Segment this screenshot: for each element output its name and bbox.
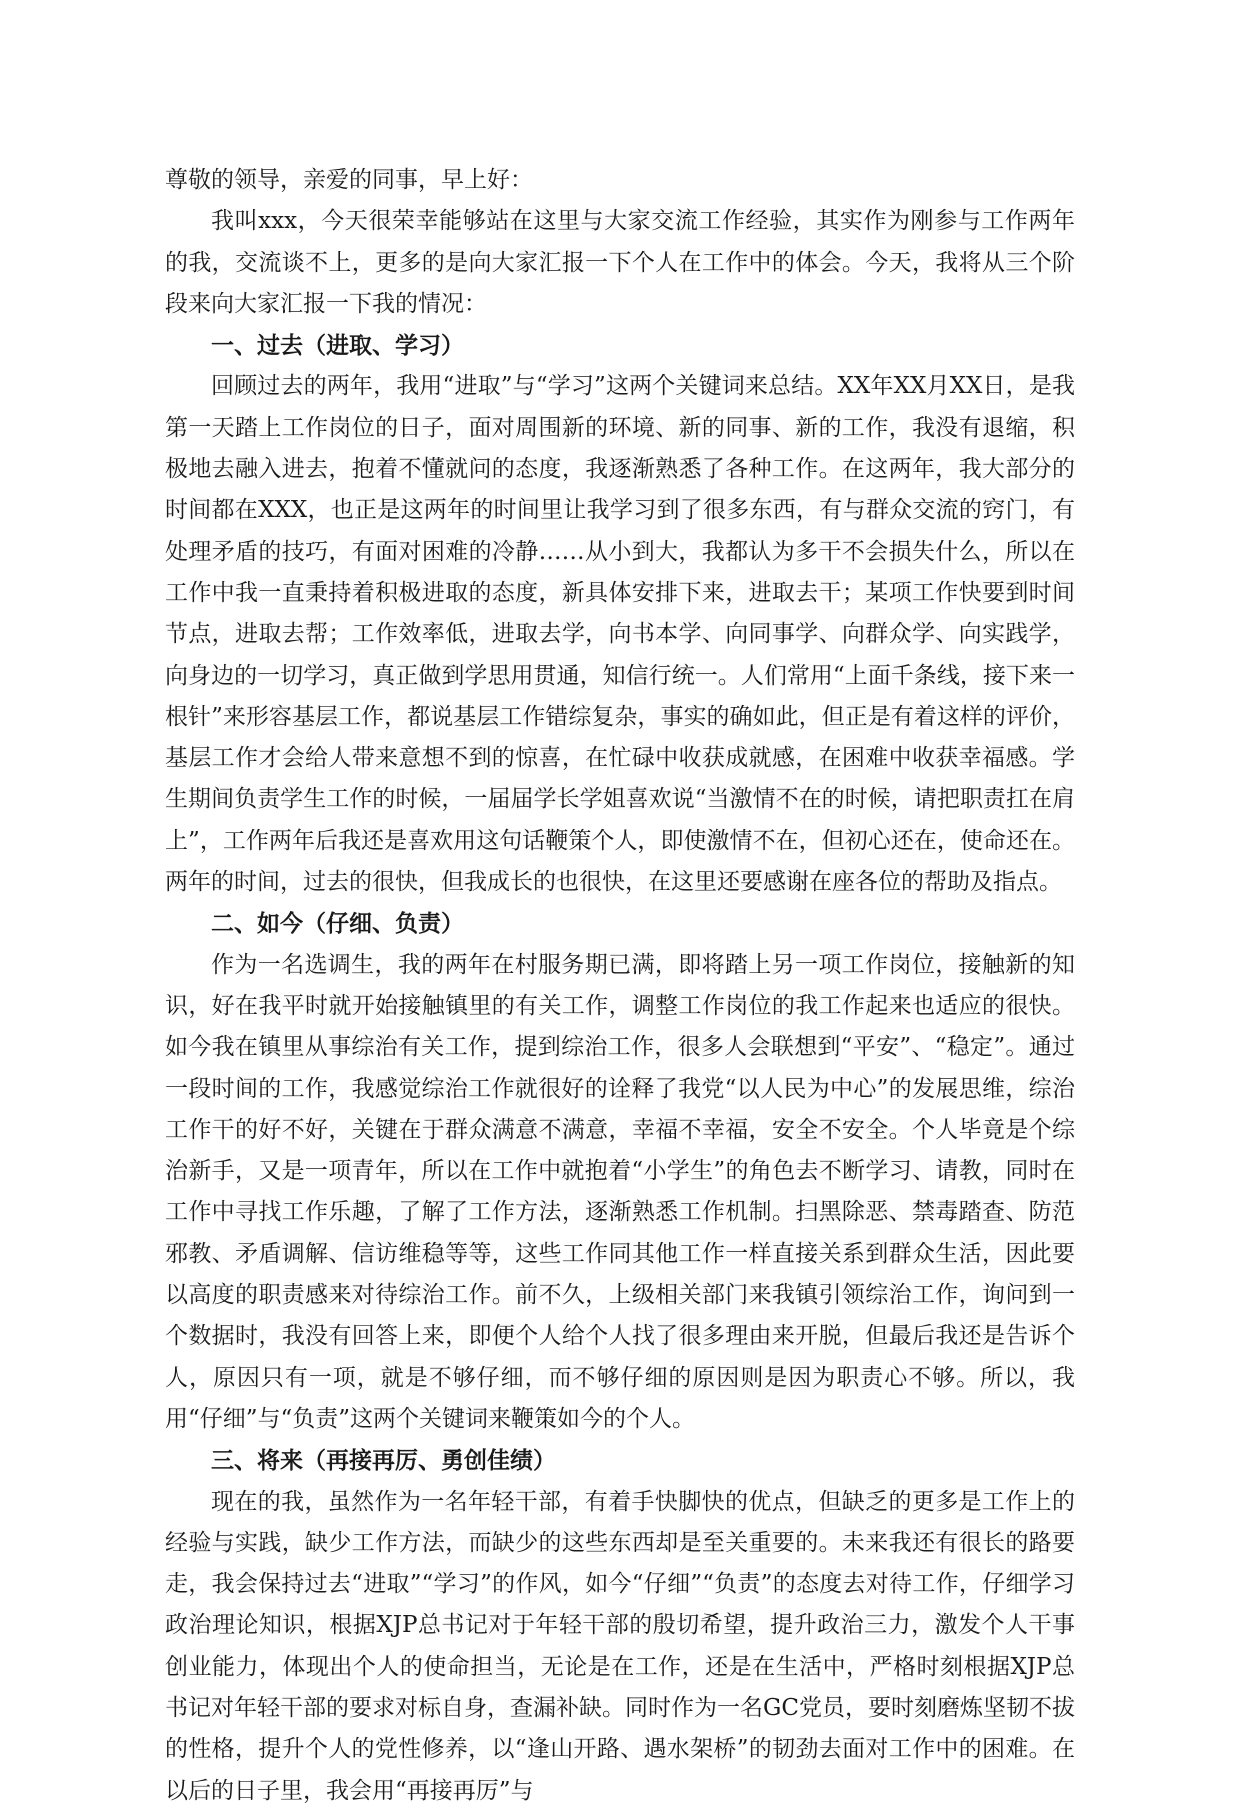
intro-paragraph: 我叫xxx，今天很荣幸能够站在这里与大家交流工作经验，其实作为刚参与工作两年的我，交流谈不上，更多的是向大家汇报一下个人在工作中的体会。今天，我将从三个阶段来向大家汇报一下我的情况： [165,208,1075,317]
section-body-past: 回顾过去的两年，我用“进取”与“学习”这两个关键词来总结。XX年XX月XX日，是我第一天踏上工作岗位的日子，面对周围新的环境、新的同事、新的工作，我没有退缩，积极地去融入进去，抱着不懂就问的态度，我逐渐熟悉了各种工作。在这两年，我大部分的时间都在XXX，也正是这两年的时间里让我学习到了很多东西，有与群众交流的窍门，有处理矛盾的技巧，有面对困难的冷静……从小到大，我都认为多干不会损失什么，所以在工作中我一直秉持着积极进取的态度，新具体安排下来，进取去干；某项工作快要到时间节点，进取去帮；工作效率低，进取去学，向书本学、向同事学、向群众学、向实践学，向身边的一切学习，真正做到学思用贯通，知信行统一。人们常用“上面千条线，接下来一根针”来形容基层工作，都说基层工作错综复杂，事实的确如此，但正是有着这样的评价，基层工作才会给人带来意想不到的惊喜，在忙碌中收获成就感，在困难中收获幸福感。学生期间负责学生工作的时候，一届届学长学姐喜欢说“当激情不在的时候，请把职责扛在肩上”，工作两年后我还是喜欢用这句话鞭策个人，即使激情不在，但初心还在，使命还在。两年的时间，过去的很快，但我成长的也很快，在这里还要感谢在座各位的帮助及指点。 [165,373,1075,896]
section-body-present: 作为一名选调生，我的两年在村服务期已满，即将踏上另一项工作岗位，接触新的知识，好在我平时就开始接触镇里的有关工作，调整工作岗位的我工作起来也适应的很快。如今我在镇里从事综治有关工作，提到综治工作，很多人会联想到“平安”、“稳定”。通过一段时间的工作，我感觉综治工作就很好的诠释了我党“以人民为中心”的发展思维，综治工作干的好不好，关键在于群众满意不满意，幸福不幸福，安全不安全。个人毕竟是个综治新手，又是一项青年，所以在工作中就抱着“小学生”的角色去不断学习、请教，同时在工作中寻找工作乐趣，了解了工作方法，逐渐熟悉工作机制。扫黑除恶、禁毒踏查、防范邪教、矛盾调解、信访维稳等等，这些工作同其他工作一样直接关系到群众生活，因此要以高度的职责感来对待综治工作。前不久，上级相关部门来我镇引领综治工作，询问到一个数据时，我没有回答上来，即便个人给个人找了很多理由来开脱，但最后我还是告诉个人，原因只有一项，就是不够仔细，而不够仔细的原因则是因为职责心不够。所以，我用“仔细”与“负责”这两个关键词来鞭策如今的个人。 [165,951,1075,1432]
greeting-line: 尊敬的领导，亲爱的同事，早上好： [165,167,533,193]
section-heading-past: 一、过去（进取、学习） [211,332,464,360]
section-heading-present: 二、如今（仔细、负责） [211,910,464,938]
section-body-future: 现在的我，虽然作为一名年轻干部，有着手快脚快的优点，但缺乏的更多是工作上的经验与实践，缺少工作方法，而缺少的这些东西却是至关重要的。未来我还有很长的路要走，我会保持过去“进取”“学习”的作风，如今“仔细”“负责”的态度去对待工作，仔细学习政治理论知识，根据XJP总书记对于年轻干部的殷切希望，提升政治三力，激发个人干事创业能力，体现出个人的使命担当，无论是在工作，还是在生活中，严格时刻根据XJP总书记对年轻干部的要求对标自身，查漏补缺。同时作为一名GC党员，要时刻磨炼坚韧不拔的性格，提升个人的党性修养，以“逢山开路、遇水架桥”的韧劲去面对工作中的困难。在以后的日子里，我会用“再接再厉”与 [165,1488,1075,1804]
document-body [165,160,1075,1812]
section-heading-future: 三、将来（再接再厉、勇创佳绩） [211,1447,556,1475]
